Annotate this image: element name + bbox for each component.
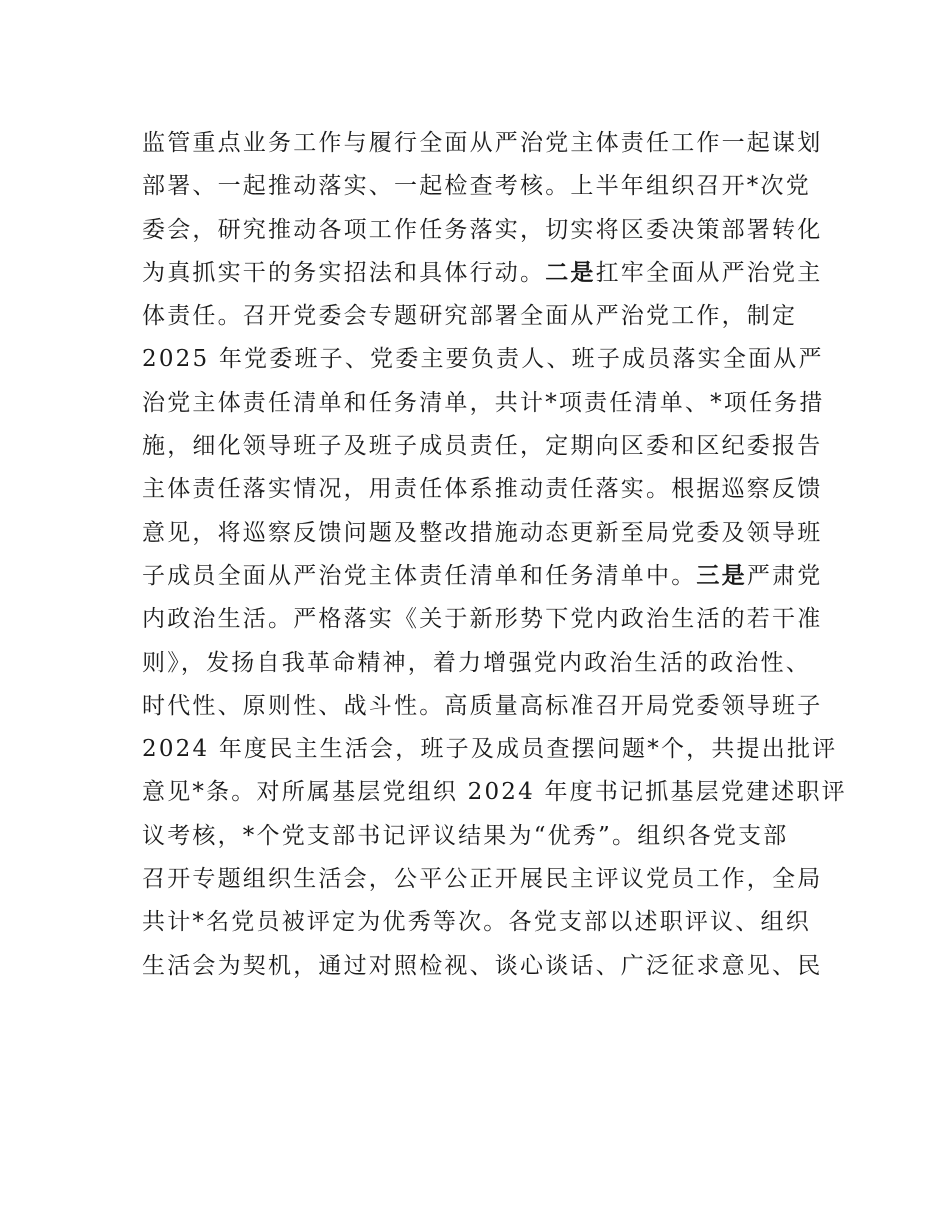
text-line: 部署、一起推动落实、一起检查考核。上半年组织召开*次党 [142,173,811,200]
text-line: 生活会为契机，通过对照检视、谈心谈话、广泛征求意见、民 [142,952,823,979]
text-line: 主体责任落实情况，用责任体系推动责任落实。根据巡察反馈 [142,476,823,503]
text-line: 意见，将巡察反馈问题及整改措施动态更新至局党委及领导班 [142,519,823,546]
text-line: 则》，发扬自我革命精神，着力增强党内政治生活的政治性、 [142,649,811,676]
text-line: 监管重点业务工作与履行全面从严治党主体责任工作一起谋划 [142,130,823,156]
text-line: 施，细化领导班子及班子成员责任，定期向区委和区纪委报告 [142,433,823,460]
text-line: 召开专题组织生活会，公平公正开展民主评议党员工作，全局 [142,866,823,893]
text-line: 共计*名党员被评定为优秀等次。各党支部以述职评议、组织 [142,909,811,936]
bold-marker-second: 二是 [545,259,596,286]
bold-marker-third: 三是 [696,562,747,589]
text-line: 为真抓实干的务实招法和具体行动。二是扛牢全面从严治党主 [142,259,823,286]
text-line: 治党主体责任清单和任务清单，共计*项责任清单、*项任务措 [142,389,825,416]
text-line: 2024 年度民主生活会，班子及成员查摆问题*个，共提出批评 [142,736,838,763]
text-line: 体责任。召开党委会专题研究部署全面从严治党工作，制定 [142,303,798,330]
text-line: 时代性、原则性、战斗性。高质量高标准召开局党委领导班子 [142,692,823,719]
text-line: 内政治生活。严格落实《关于新形势下党内政治生活的若干准 [142,606,823,633]
text-line: 委会，研究推动各项工作任务落实，切实将区委决策部署转化 [142,216,823,243]
text-line: 意见*条。对所属基层党组织 2024 年度书记抓基层党建述职评 [142,779,847,806]
text-line: 2025 年党委班子、党委主要负责人、班子成员落实全面从严 [142,346,824,373]
body-paragraph [142,122,847,988]
text-line: 议考核，*个党支部书记评议结果为“优秀”。组织各党支部 [142,822,789,849]
text-line: 子成员全面从严治党主体责任清单和任务清单中。三是严肃党 [142,562,823,589]
